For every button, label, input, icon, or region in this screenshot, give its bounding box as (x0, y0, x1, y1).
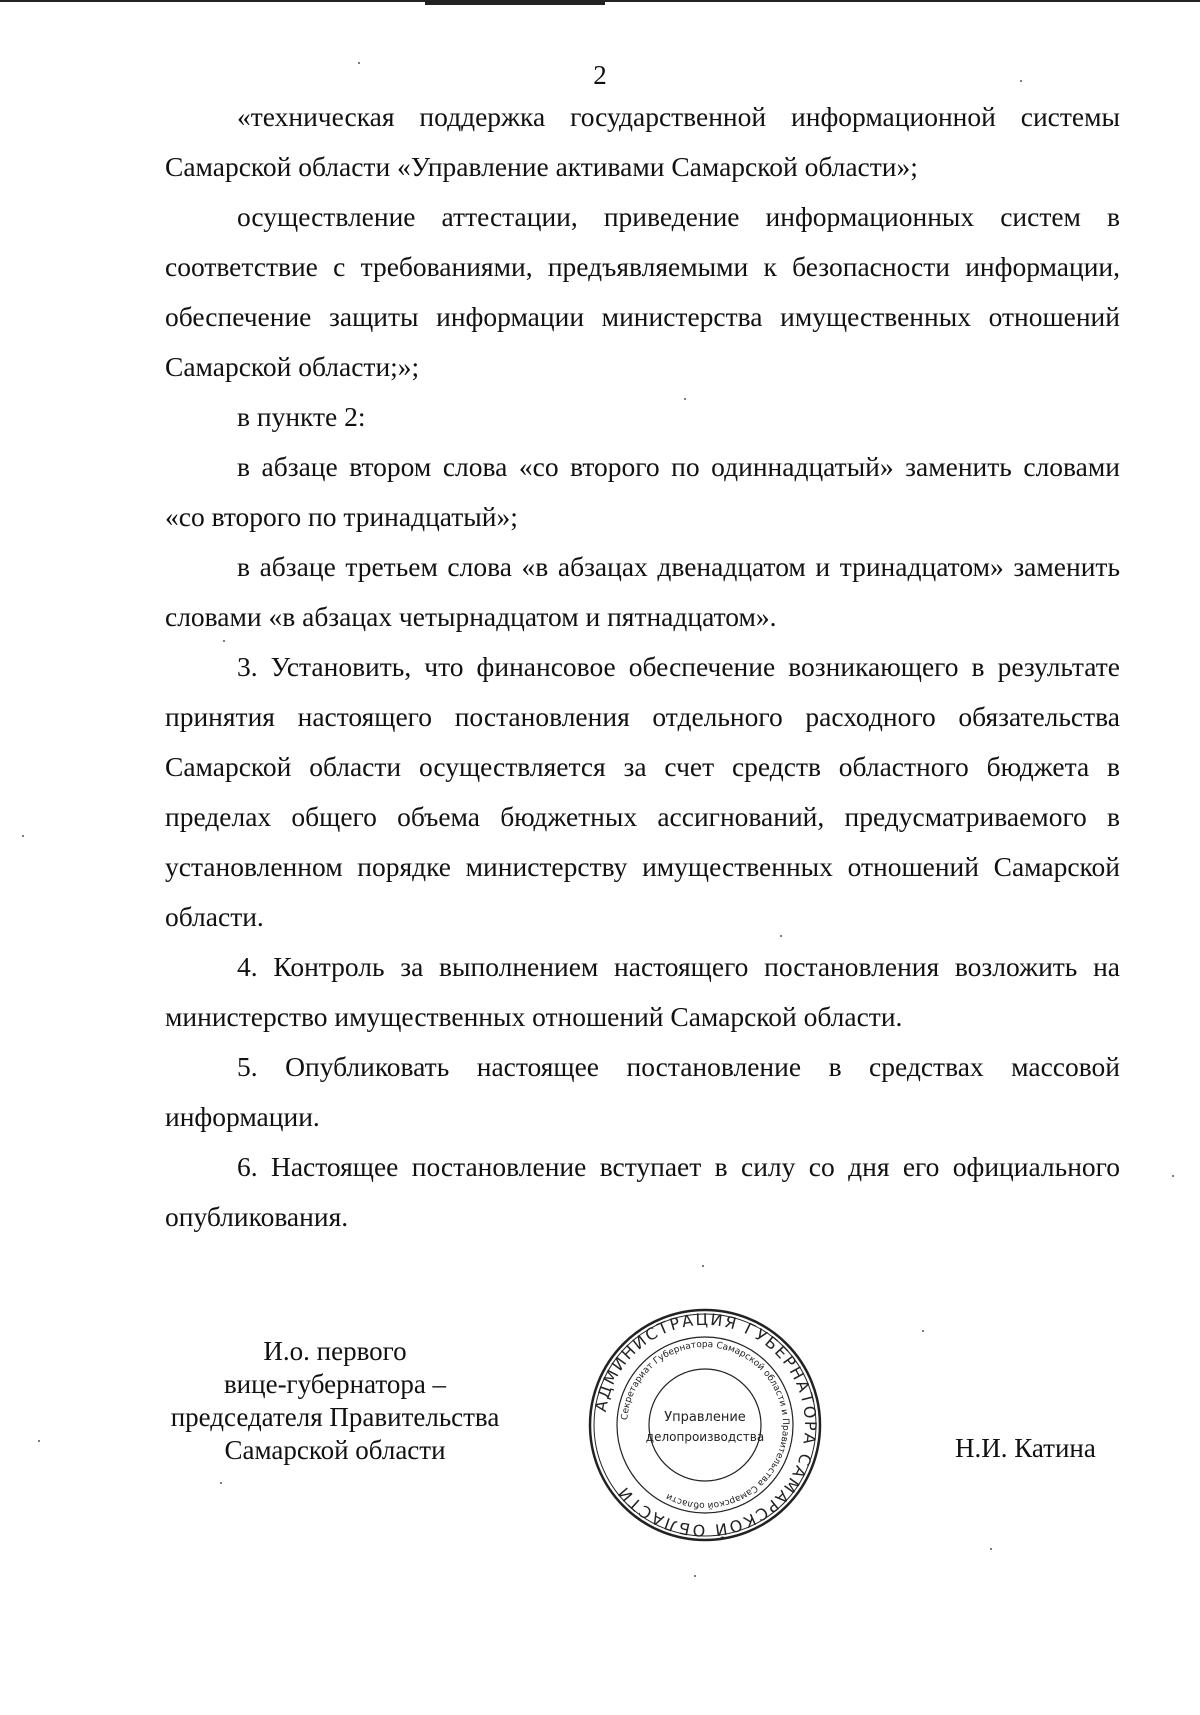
scan-speck (1172, 1175, 1174, 1177)
signatory-name: Н.И. Катина (955, 1433, 1096, 1463)
paragraph: 5. Опубликовать настоящее постановление в средствах массовой информации. (165, 1051, 1120, 1132)
scan-speck (684, 398, 686, 400)
paragraph: 6. Настоящее постановление вступает в силу со дня его официального опубликования. (165, 1151, 1120, 1232)
scan-speck (990, 1548, 992, 1550)
paragraph: в абзаце третьем слова «в абзацах двенадцатом и тринадцатом» заменить словами «в абзацах четырнадцатом и пятнадцатом». (165, 551, 1120, 632)
scan-speck (780, 935, 782, 937)
scan-speck (220, 1482, 222, 1484)
signatory-position-line: председателя Правительства (170, 1402, 500, 1432)
signatory-position-line: вице-губернатора – (223, 1369, 447, 1399)
document-body (165, 92, 1120, 1242)
stamp-center-line: Управление (664, 1410, 746, 1425)
scan-speck (694, 1575, 696, 1577)
paragraph: в абзаце втором слова «со второго по одиннадцатый» заменить словами «со второго по тринадцатый»; (165, 451, 1120, 532)
stamp-center-line: делопроизводства (645, 1430, 765, 1444)
paragraph: «техническая поддержка государственной информационной системы Самарской области «Управление активами Самарской области»; (165, 101, 1120, 182)
paragraph: 3. Установить, что финансовое обеспечение возникающего в результате принятия настоящего постановления отдельного расходного обязательства Самарской области осуществляется за счет средств областного бюджета в пределах общего объема бюджетных ассигнований, предусматриваемого в установленном порядке министерству имущественных отношений Самарской области. (165, 651, 1120, 932)
page-number: 2 (593, 60, 607, 90)
stamp-middle-ring (617, 1337, 793, 1513)
scan-speck (223, 640, 225, 642)
scan-speck (22, 835, 24, 837)
paragraph: в пункте 2: (237, 401, 366, 432)
top-edge-mark (425, 2, 605, 5)
stamp-inner-ring (649, 1369, 761, 1481)
signatory-position (155, 1335, 515, 1467)
scan-speck (922, 1330, 924, 1332)
paragraph: осуществление аттестации, приведение информационных систем в соответствие с требованиями, предъявляемыми к безопасности информации, обеспечение защиты информации министерства имущественных отношений Самарской области;»; (165, 201, 1120, 382)
scan-speck (1020, 80, 1022, 82)
paragraph: 4. Контроль за выполнением настоящего постановления возложить на министерство имущественных отношений Самарской области. (165, 951, 1120, 1032)
scan-speck (358, 62, 360, 64)
stamp-middle-text: Секретариат Губернатора Самарской области и Правительства Самарской области (620, 1339, 791, 1511)
signatory-position-line: Самарской области (224, 1435, 446, 1465)
signatory-position-line: И.о. первого (263, 1336, 407, 1366)
stamp-outer-text: АДМИНИСТРАЦИЯ ГУБЕРНАТОРА САМАРСКОЙ ОБЛАСТИ (590, 1309, 821, 1541)
official-stamp (585, 1305, 825, 1545)
scan-speck (38, 1440, 40, 1442)
scan-speck (702, 1265, 704, 1267)
